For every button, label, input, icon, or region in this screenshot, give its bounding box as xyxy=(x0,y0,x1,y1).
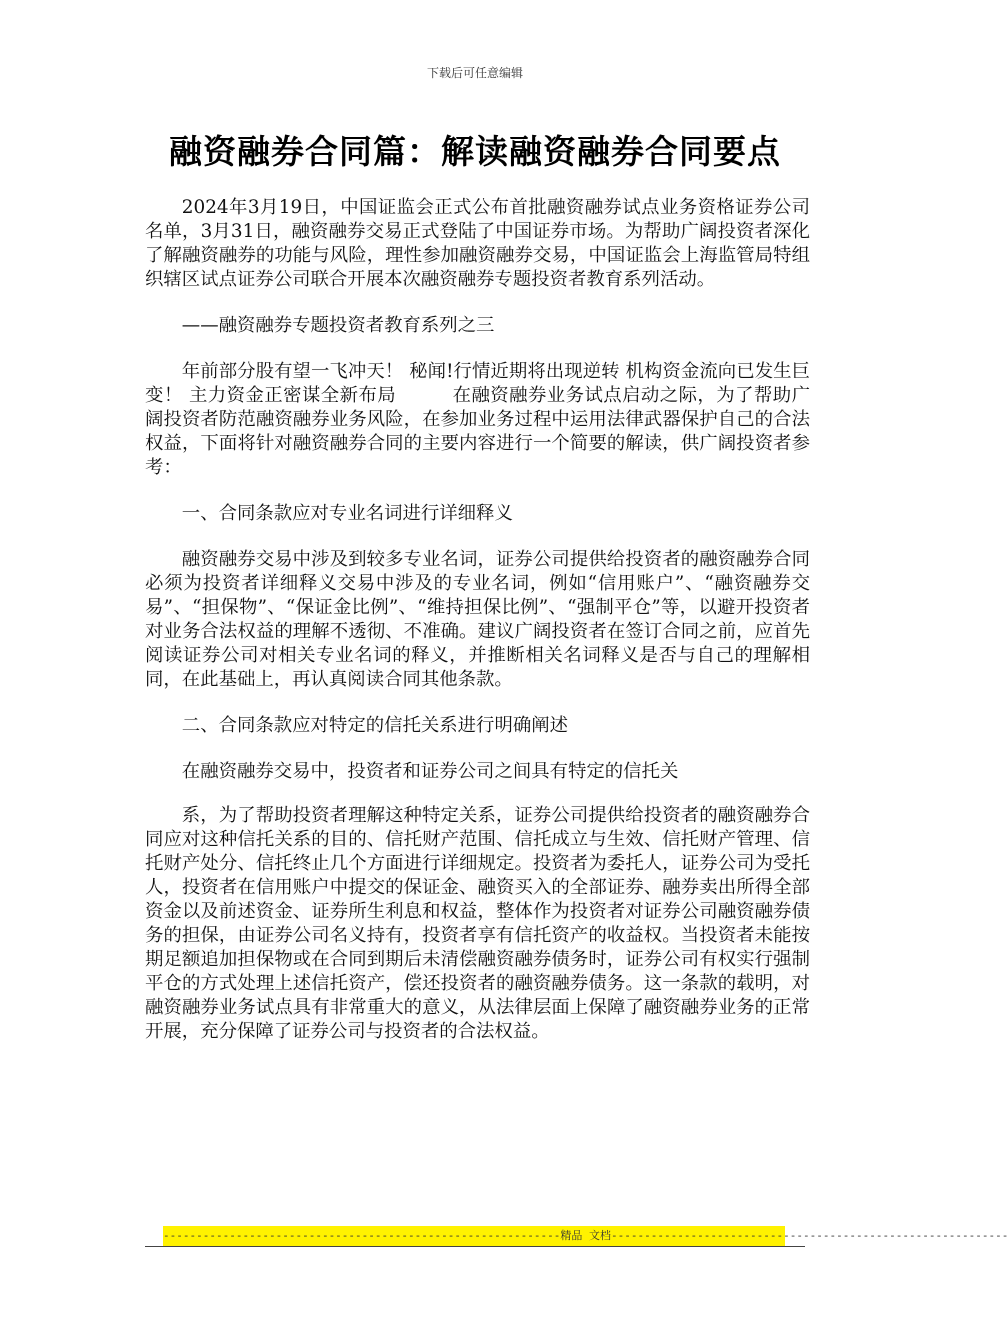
section-heading-2: 二、合同条款应对特定的信托关系进行明确阐述 xyxy=(181,715,569,736)
page-header-note: 下载后可任意编辑 xyxy=(426,66,523,80)
paragraph-preface: 年前部分股有望一飞冲天！ 秘闻!行情近期将出现逆转 机构资金流向已发生巨变！ 主力资金正密谋全新布局 在融资融券业务试点启动之际，为了帮助广阔投资者防范融资融券业务风险，在参加业务过程中运用法律武器保护自己的合法权益，下面将针对融资融券合同的主要内容进行一个简要的解读，供广阔投资者参考： xyxy=(145,361,810,478)
section-heading-1: 一、合同条款应对专业名词进行详细释义 xyxy=(181,503,513,524)
paragraph-intro: 2024年3月19日，中国证监会正式公布首批融资融券试点业务资格证券公司名单，3月31日，融资融券交易正式登陆了中国证券市场。为帮助广阔投资者深化了解融资融券的功能与风险，理性参加融资融券交易，中国证监会上海监管局特组织辖区试点证券公司联合开展本次融资融券专题投资者教育系列活动。 xyxy=(145,197,810,290)
paragraph-section-2-body: 系，为了帮助投资者理解这种特定关系，证券公司提供给投资者的融资融券合同应对这种信托关系的目的、信托财产范围、信托成立与生效、信托财产管理、信托财产处分、信托终止几个方面进行详细规定。投资者为委托人，证券公司为受托人，投资者在信用账户中提交的保证金、融资买入的全部证券、融券卖出所得全部资金以及前述资金、证券所生利息和权益，整体作为投资者对证券公司融资融券债务的担保，由证券公司名义持有，投资者享有信托资产的收益权。当投资者未能按期足额追加担保物或在合同到期后未清偿融资融券债务时，证券公司有权实行强制平仓的方式处理上述信托资产，偿还投资者的融资融券债务。这一条款的载明，对融资融券业务试点具有非常重大的意义，从法律层面上保障了融资融券业务的正常开展，充分保障了证券公司与投资者的合法权益。 xyxy=(145,805,810,1042)
footer-banner: ------------------------------------------------------------精品 文档------------------------------------------------------------ xyxy=(163,1226,785,1246)
footer-divider xyxy=(145,1246,805,1247)
document-title: 融资融券合同篇：解读融资融券合同要点 xyxy=(169,132,781,171)
paragraph-section-1: 融资融券交易中涉及到较多专业名词，证券公司提供给投资者的融资融券合同必须为投资者详细释义交易中涉及的专业名词，例如“信用账户”、“融资融券交易”、“担保物”、“保证金比例”、“维持担保比例”、“强制平仓”等，以避开投资者对业务合法权益的理解不透彻、不准确。建议广阔投资者在签订合同之前，应首先阅读证券公司对相关专业名词的释义，并推断相关名词释义是否与自己的理解相同，在此基础上，再认真阅读合同其他条款。 xyxy=(145,549,810,690)
paragraph-series-subtitle: ——融资融券专题投资者教育系列之三 xyxy=(181,315,495,336)
paragraph-section-2-start: 在融资融券交易中，投资者和证券公司之间具有特定的信托关 xyxy=(181,761,679,782)
document-body xyxy=(145,196,810,1066)
